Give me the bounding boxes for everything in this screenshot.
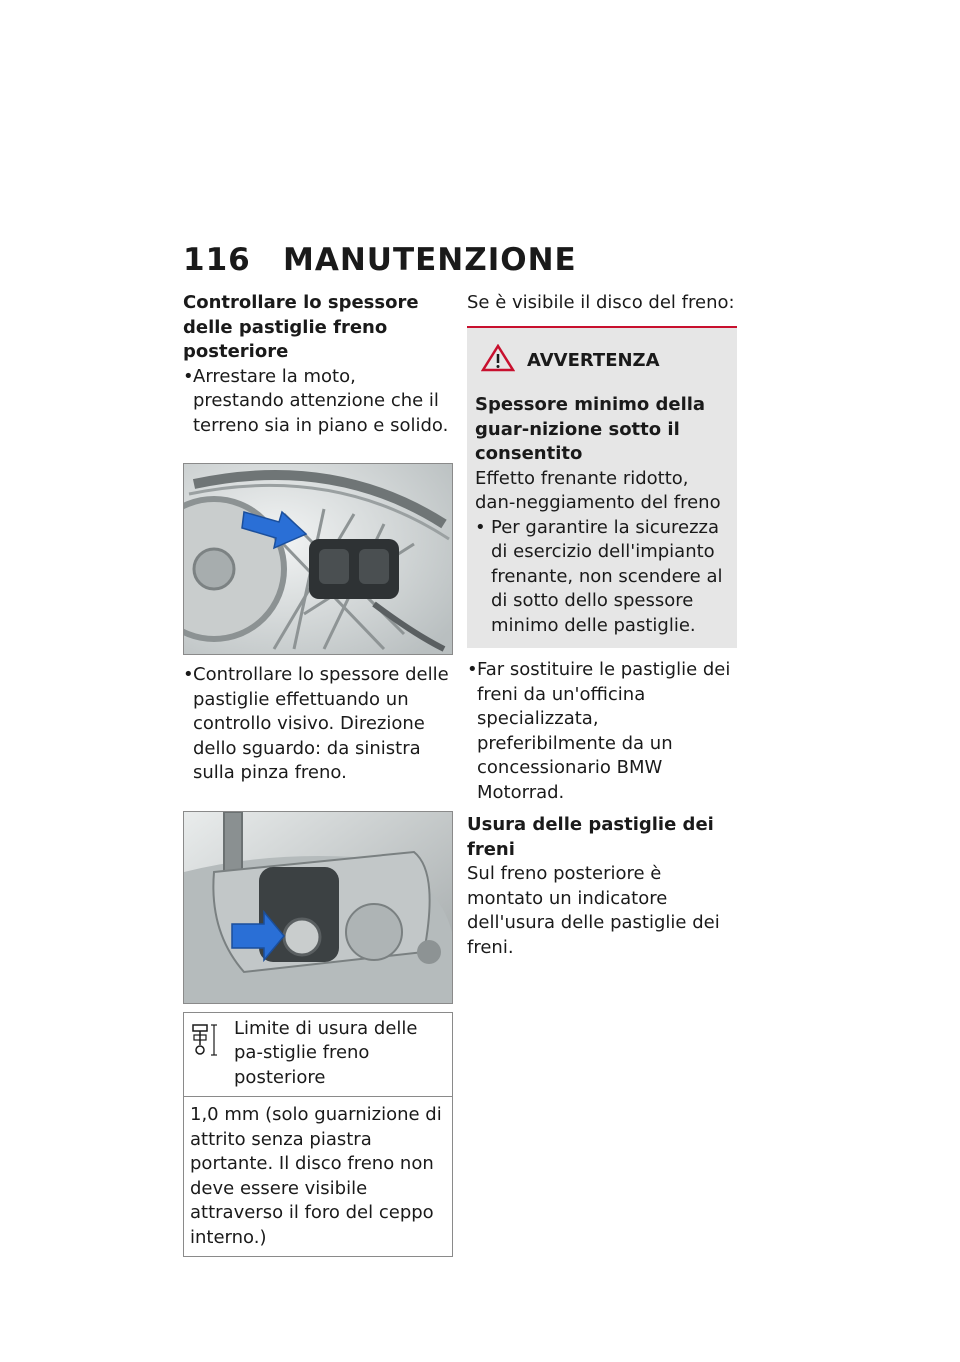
spec-value: 1,0 mm (solo guarnizione di attrito senza piastra portante. Il disco freno non deve essere visibile attraverso il foro del ceppo interno.) (190, 1104, 442, 1248)
list-item-text: Far sostituire le pastiglie dei freni da un'officina specializzata, preferibilmente da un concessionario BMW Motorrad. (477, 659, 731, 803)
bullet-icon: • (475, 516, 486, 538)
warning-title-row (475, 344, 729, 380)
list-item (183, 663, 451, 786)
warning-box (467, 326, 737, 649)
list-item (183, 365, 451, 439)
paragraph: Sul freno posteriore è montato un indicatore dell'usura delle pastiglie dei freni. (467, 863, 720, 958)
section-heading: Usura delle pastiglie dei freni (467, 814, 714, 860)
spec-table (183, 1012, 453, 1258)
warning-text: Effetto frenante ridotto, dan-neggiamento del freno (475, 467, 721, 513)
wheel-photo (183, 463, 453, 655)
warning-title: AVVERTENZA (527, 350, 660, 371)
page-header (183, 242, 577, 278)
warning-heading: Spessore minimo della guar-nizione sotto il consentito (475, 394, 706, 464)
brake-caliper-illustration (184, 812, 452, 1003)
bullet-icon: • (183, 365, 194, 387)
bullet-icon: • (183, 664, 194, 685)
list-item-text: Controllare lo spessore delle pastiglie effettuando un controllo visivo. Direzione dello sguardo: da sinistra sulla pinza freno. (193, 664, 449, 783)
chapter-title: MANUTENZIONE (283, 242, 577, 278)
list-item (467, 658, 737, 805)
spec-header (184, 1013, 452, 1098)
warning-triangle-icon (481, 344, 515, 380)
warning-list-item (475, 516, 729, 639)
warning-list-item-text: Per garantire la sicurezza di esercizio dell'impianto frenante, non scendere al di sotto dello spessore minimo delle pastiglie. (491, 516, 723, 636)
list-item-text: Arrestare la moto, prestando attenzione che il terreno sia in piano e solido. (193, 365, 449, 436)
brake-pad-wear-icon (190, 1017, 230, 1091)
left-column (183, 291, 451, 1257)
right-column (467, 291, 737, 960)
spec-label: Limite di usura delle pa-stiglie freno posteriore (234, 1017, 418, 1088)
rear-wheel-illustration (184, 464, 452, 654)
caliper-photo (183, 811, 453, 1004)
intro-text: Se è visibile il disco del freno: (467, 292, 735, 313)
bullet-icon: • (467, 659, 478, 680)
page-number: 116 (183, 242, 251, 278)
section-heading: Controllare lo spessore delle pastiglie freno posteriore (183, 292, 419, 362)
